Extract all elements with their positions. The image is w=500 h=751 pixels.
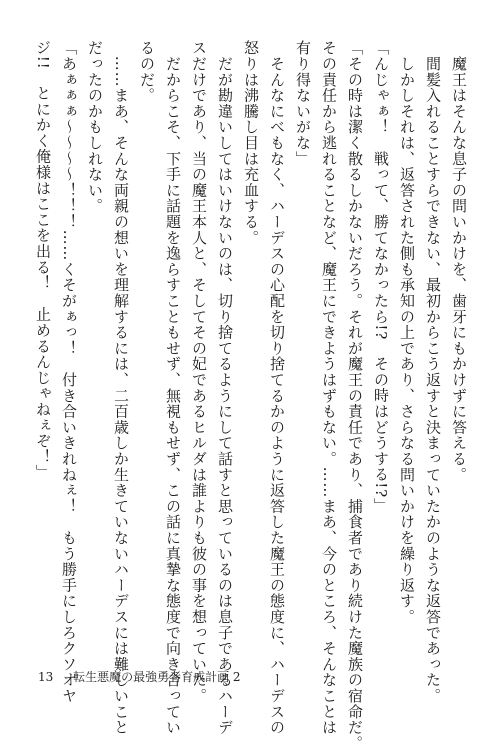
text-line: 魔王はそんな息子の問いかけを、歯牙にもかけずに答える。 bbox=[450, 40, 468, 483]
text-line: ……まあ、そんな両親の想いを理解するには、二百歳しか生きていないハーデスには難しいこと bbox=[112, 40, 130, 736]
text-line: 「その時は潔く散るしかないだろう。それが魔王の責任であり、捕食者であり続けた魔族の宿命だ。 bbox=[346, 40, 364, 751]
running-title: 転生悪魔の最強勇者育成計画 2 bbox=[73, 670, 241, 684]
text-line: その責任から逃れることなど、魔王にできようはずもない。……まあ、今のところ、そんなことは bbox=[320, 40, 338, 736]
text-line: 「んじゃぁ！ 戦って、勝てなかったら!? その時はどうする!?」 bbox=[372, 40, 390, 514]
text-line: しかしそれは、返答された側も承知の上であり、さらなる問いかけを繰り返す。 bbox=[398, 40, 416, 625]
text-line: 怒りは沸騰し目は充血する。 bbox=[242, 40, 260, 246]
text-line: だったのかもしれない。 bbox=[86, 40, 104, 214]
text-line: だからこそ、下手に話題を逸らすこともせず、無視もせず、この話に真摯な態度で向き合ってい bbox=[164, 40, 182, 736]
text-line: スだけであり、当の魔王本人と、そしてその妃であるヒルダは誰よりも彼の事を想っていた。 bbox=[190, 40, 208, 704]
text-line: ジ!! とにかく俺様はここを出る！ 止めるんじゃねぇぞ！」 bbox=[34, 40, 52, 481]
text-line: だが勘違いしてはいけないのは、切り捨てるようにして話すと思っているのは息子であるハーデ bbox=[216, 40, 234, 736]
text-line: 間髪入れることすらできない、最初からこう返すと決まっていたかのような返答であった。 bbox=[424, 40, 442, 704]
page-footer bbox=[38, 668, 241, 685]
text-line: 有り得ないがな」 bbox=[294, 40, 312, 167]
page-number: 13 bbox=[38, 670, 54, 684]
text-line: そんなにべもなく、ハーデスの心配を切り捨てるかのように返答した魔王の態度に、ハーデスの bbox=[268, 40, 286, 736]
text-line: るのだ。 bbox=[138, 40, 156, 104]
text-line: 「あぁぁぁ〜〜〜〜！！！……くそがぁっ！ 付き合いきれねぇ！ もう勝手にしろクソオヤ bbox=[60, 40, 78, 704]
